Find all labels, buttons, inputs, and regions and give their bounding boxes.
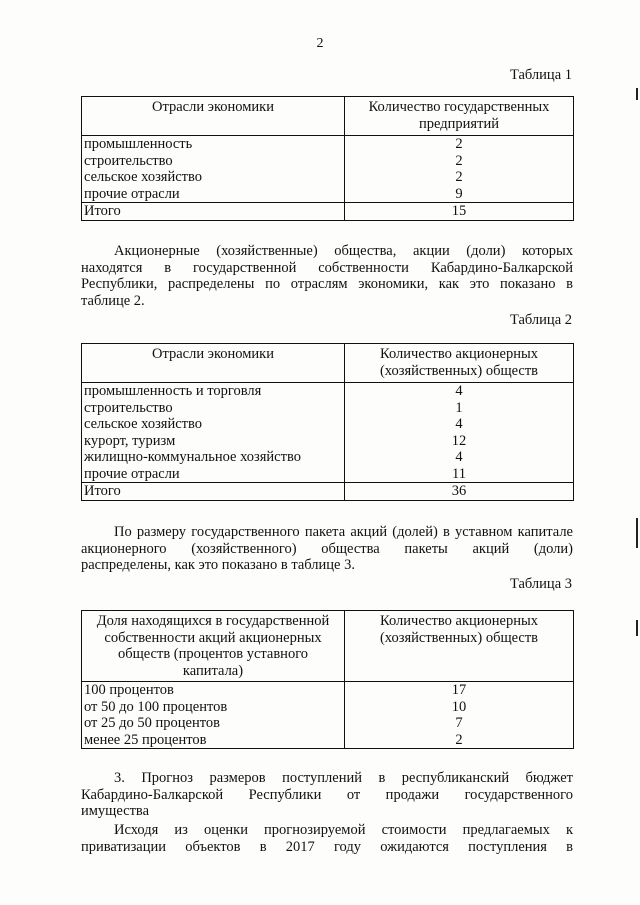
table2-header-count: Количество акционерных (хозяйственных) обществ [345, 344, 574, 383]
table-row [82, 682, 574, 699]
table3-cell-share: менее 25 процентов [82, 732, 345, 749]
table-row [82, 449, 574, 466]
table-row [82, 416, 574, 433]
table1-cell-sector: промышленность [82, 136, 345, 153]
table3-cell-share: от 50 до 100 процентов [82, 699, 345, 716]
page-number: 2 [316, 36, 324, 51]
table-row [82, 383, 574, 400]
table1-total-label: Итого [82, 203, 345, 221]
table2-total-count: 36 [345, 483, 574, 501]
paragraph-2-line: По размеру государственного пакета акций (долей) в уставном капитале [114, 524, 573, 540]
table1-header-sector: Отрасли экономики [82, 97, 345, 136]
table3-caption: Таблица 3 [509, 576, 572, 592]
table2-cell-sector: прочие отрасли [82, 466, 345, 483]
table2-cell-count: 4 [345, 383, 574, 400]
table2-caption: Таблица 2 [509, 312, 572, 328]
paragraph-4 [81, 822, 573, 855]
table2-cell-count: 12 [345, 433, 574, 450]
paragraph-2 [81, 524, 573, 574]
table-row [82, 433, 574, 450]
table3-cell-count: 17 [345, 682, 574, 699]
paragraph-1-line: таблице 2. [81, 292, 145, 309]
table1-cell-count: 2 [345, 136, 574, 153]
table-row [82, 169, 574, 186]
table-row [82, 466, 574, 483]
table1-cell-count: 2 [345, 169, 574, 186]
scan-edge-mark [636, 620, 638, 636]
scan-edge-mark [636, 88, 638, 100]
table2-total-row [82, 483, 574, 501]
table3-header-row [82, 611, 574, 682]
table-row [82, 153, 574, 170]
table1-cell-count: 2 [345, 153, 574, 170]
table3 [81, 610, 574, 749]
table1-total-count: 15 [345, 203, 574, 221]
table-row [82, 186, 574, 203]
paragraph-1 [81, 243, 573, 309]
table3-cell-share: от 25 до 50 процентов [82, 715, 345, 732]
table1-caption: Таблица 1 [509, 67, 572, 83]
table-row [82, 732, 574, 749]
paragraph-1-line: Акционерные (хозяйственные) общества, акции (доли) которых [114, 243, 573, 259]
table3-cell-share: 100 процентов [82, 682, 345, 699]
paragraph-2-line: распределены, как это показано в таблице 3. [81, 557, 355, 573]
table2-cell-sector: сельское хозяйство [82, 416, 345, 433]
scan-edge-mark [636, 518, 638, 548]
table-row [82, 699, 574, 716]
section-3-line: 3. Прогноз размеров поступлений в республиканский бюджет [114, 770, 573, 786]
table2-cell-count: 1 [345, 400, 574, 417]
paragraph-1-line: находятся в государственной собственности Кабардино-Балкарской [81, 259, 573, 276]
table2-cell-sector: курорт, туризм [82, 433, 345, 450]
paragraph-4-line: приватизации объектов в 2017 году ожидаются поступления в [81, 838, 573, 855]
section-3-heading [81, 770, 573, 820]
section-3-line: имущества [81, 803, 150, 819]
table1-cell-count: 9 [345, 186, 574, 203]
table2-header-sector: Отрасли экономики [82, 344, 345, 383]
table2-cell-sector: промышленность и торговля [82, 383, 345, 400]
table3-header-share: Доля находящихся в государственной собственности акций акционерных обществ (процентов уставного капитала) [82, 611, 345, 682]
table3-header-count: Количество акционерных (хозяйственных) обществ [345, 611, 574, 682]
table-row [82, 400, 574, 417]
paragraph-4-line: Исходя из оценки прогнозируемой стоимости предлагаемых к [114, 822, 573, 838]
table2-header-row [82, 344, 574, 383]
table2 [81, 343, 574, 501]
table2-cell-count: 4 [345, 416, 574, 433]
table1-total-row [82, 203, 574, 221]
table1-header-row [82, 97, 574, 136]
paragraph-2-line: акционерного (хозяйственного) общества пакеты акций (доли) [81, 540, 573, 557]
table2-cell-count: 11 [345, 466, 574, 483]
table1-header-count: Количество государственных предприятий [345, 97, 574, 136]
table-row [82, 715, 574, 732]
table2-cell-count: 4 [345, 449, 574, 466]
table1-cell-sector: строительство [82, 153, 345, 170]
table2-cell-sector: жилищно-коммунальное хозяйство [82, 449, 345, 466]
table1-cell-sector: прочие отрасли [82, 186, 345, 203]
section-3-line: Кабардино-Балкарской Республики от продажи государственного [81, 786, 573, 803]
table3-cell-count: 10 [345, 699, 574, 716]
table2-cell-sector: строительство [82, 400, 345, 417]
table3-cell-count: 2 [345, 732, 574, 749]
paragraph-1-line: Республики, распределены по отраслям экономики, как это показано в [81, 276, 573, 292]
table-row [82, 136, 574, 153]
table1 [81, 96, 574, 221]
table2-total-label: Итого [82, 483, 345, 501]
table1-cell-sector: сельское хозяйство [82, 169, 345, 186]
table3-cell-count: 7 [345, 715, 574, 732]
